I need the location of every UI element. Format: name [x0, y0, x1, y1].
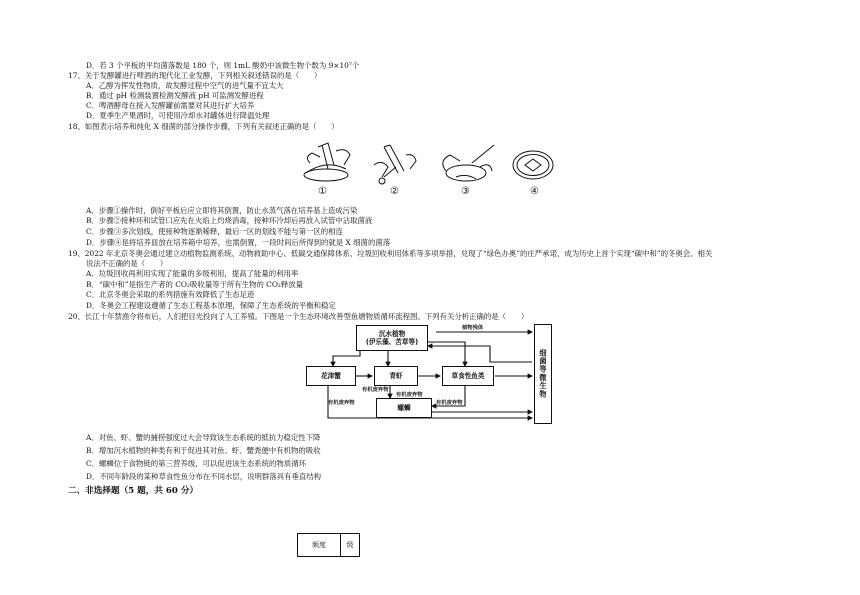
score-box-label: 频度 — [298, 534, 341, 556]
label-organic-waste-1: 有机废弃物 — [362, 387, 389, 393]
q17-stem: 17、关于发酵罐进行啤酒的现代化工业发酵，下列相关叙述错误的是（ ） — [68, 71, 322, 80]
q18-option-a: A．步骤①操作时，倒好平板后应立即将其倒置，防止水蒸气落在培养基上造成污染 — [86, 206, 358, 215]
q17-option-b: B．通过 pH 检测装置检测发酵液 pH 可监测发酵进程 — [86, 91, 264, 100]
node-herbivore-fish: 草食性鱼类 — [442, 366, 494, 386]
node-qingxia: 青虾 — [374, 366, 418, 386]
q18-option-b: B．步骤②接种环和试管口应先在火焰上灼烧消毒，接种环冷却后再放入试管中沾取菌液 — [86, 216, 373, 225]
label-organic-waste-4: 有机废弃物 — [436, 400, 463, 406]
q20-stem: 20、长江十年禁渔令将布后，人们把目光投向了人工养殖。下图是一个生态环境改善型鱼塘物质循环流程图。下列有关分析正确的是（ ） — [68, 312, 529, 321]
q17-option-a: A．乙醇为挥发性物质，故发酵过程中空气的进气量不宜太大 — [86, 81, 284, 90]
node-luosi: 螺蛳 — [376, 398, 432, 418]
label-organic-waste-3: 有机废弃物 — [328, 400, 355, 406]
node-submerged-plants: 沉水植物 (伊乐藻、苦草等) — [356, 325, 428, 351]
step-label-3: ③ — [461, 186, 470, 197]
q20-option-d: D．不同年龄段的某种草食性鱼分布在不同水层，说明群落具有垂直结构 — [86, 472, 322, 481]
q19-option-d: D．冬奥会工程建设遵循了生态工程基本原理，保障了生态系统的平衡和稳定 — [86, 301, 336, 310]
q20-option-b: B．增加沉水植物的种类有利于促进其对鱼、虾、蟹粪便中有机物的吸收 — [86, 446, 321, 455]
q17-option-c: C．啤酒酵母在接入发酵罐前需要对其进行扩大培养 — [86, 101, 255, 110]
step-label-4: ④ — [530, 186, 539, 197]
q20-material-cycle-diagram — [300, 322, 554, 426]
step-label-1: ① — [318, 186, 327, 197]
q20-option-c: C．螺蛳位于食物链的第三营养级，可以促进该生态系统的物质循环 — [86, 459, 306, 468]
q19-option-c: C．北京冬奥会采取的系列措施有效降低了生态足迹 — [86, 290, 255, 299]
q20-option-a: A．对鱼、虾、蟹的捕捞强度过大会导致该生态系统的抵抗力稳定性下降 — [86, 433, 321, 442]
node-huajinliang: 花津蟹 — [306, 366, 356, 386]
label-plant-remains: 植物残体 — [462, 325, 484, 331]
q18-stem: 18、如图表示培养和纯化 X 细菌的部分操作步骤，下列有关叙述正确的是（ ） — [68, 122, 339, 131]
q18-procedure-drawing — [296, 137, 558, 199]
score-box — [297, 533, 360, 557]
q18-procedure-figure — [296, 137, 558, 199]
score-box-grade: 级 — [346, 541, 354, 549]
q19-option-a: A．垃圾回收再利用实现了能量的多级利用，提高了能量的利用率 — [86, 269, 299, 278]
q19-stem-cont: 说法不正确的是（ ） — [86, 259, 168, 268]
q19-stem: 19、2022 年北京冬奥会通过建立动植物监测系统、动物救助中心、低碳交通保障体系、垃圾回收利用体系等多项举措，兑现了“绿色办奥”的庄严承诺，成为历史上首个实现“碳中和”的冬奥会。相关 — [68, 249, 713, 258]
q17-option-d: D．夏季生产果酒时，可使用冷却水对罐体进行降温处理 — [86, 111, 270, 120]
q18-option-d: D．步骤④是将培养皿放在培养箱中培养，也需倒置，一段时间后所得到的就是 X 细菌的菌落 — [86, 238, 391, 247]
q19-option-b: B．“碳中和”是指生产者的 CO₂吸收量等于所有生物的 CO₂释放量 — [86, 280, 304, 289]
label-organic-waste-2: 有机废弃物 — [396, 392, 423, 398]
q16-option-d: D．若 3 个平板的平均菌落数是 180 个，则 1mL 酸奶中该微生物个数为 9×10⁷个 — [86, 61, 360, 70]
node-microbes: 细菌等微生物 — [534, 324, 552, 424]
step-label-2: ② — [390, 186, 399, 197]
q18-option-c: C．步骤③多次划线，使接种物逐渐稀释，最后一区的划线不能与第一区的相连 — [86, 227, 343, 236]
section-heading-non-choice: 二、非选择题（5 题，共 60 分） — [68, 486, 199, 496]
